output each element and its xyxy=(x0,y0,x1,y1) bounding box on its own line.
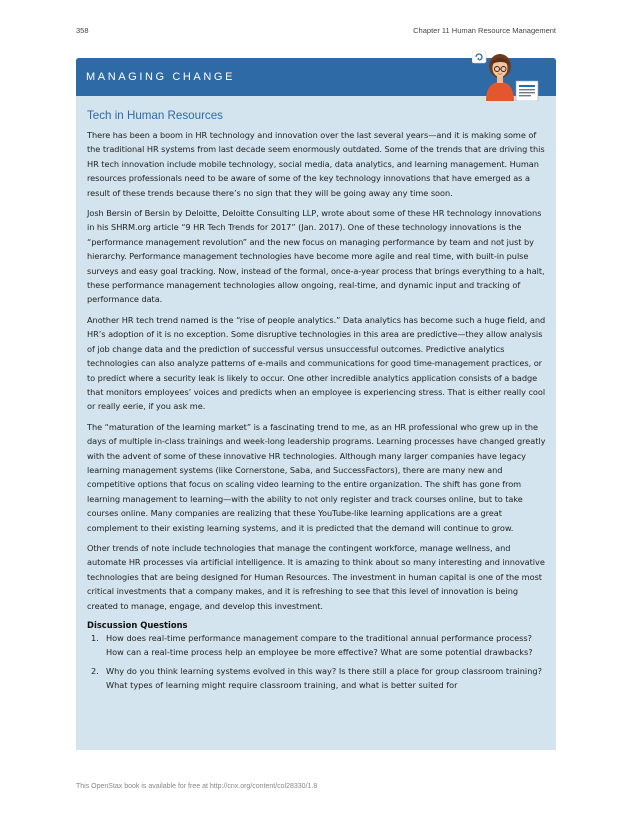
paragraph: Josh Bersin of Bersin by Deloitte, Deloitte Consulting LLP, wrote about some of these HR technology innovations in his SHRM.org article “9 HR Tech Trends for 2017” (Jan. 2017). One of these technology innovations is the “performance management revolution” and the new focus on managing performance by team and not just by hierarchy. Performance management technologies have become more agile and real time, with built-in pulse surveys and easy goal tracking. Now, instead of the formal, once-a-year process that brings everything to a halt, these performance management technologies allow ongoing, real-time, and dynamic input and tracking of performance data. xyxy=(87,208,545,305)
question-number: 1. xyxy=(91,633,99,643)
question-text: How does real-time performance management compare to the traditional annual performance process? How can a real-time process help an employee be more effective? What are some potential drawbacks? xyxy=(106,633,533,658)
paragraph: Another HR tech trend named is the “rise of people analytics.” Data analytics has become such a huge field, and HR’s adoption of it is no exception. Some disruptive technologies in this area are predictive—they allow analysis of job change data and the prediction of successful versus unsuccessful outcomes. Predictive analytics technologies can also analyze patterns of e-mails and communications for good time-management practices, or to predict where a security leak is likely to occur. One other incredible analytics application consists of a badge that monitors employees’ voices and predicts when an employee is experiencing stress. That is either really cool or really eerie, if you ask me. xyxy=(87,314,546,412)
paragraph: Other trends of note include technologies that manage the contingent workforce, manage wellness, and automate HR processes via artificial intelligence. It is amazing to think about so many interesting and innovative technologies that are being designed for Human Resources. The investment in human capital is one of the most critical investments that a company makes, and it is refreshing to see that this level of innovation is being created to manage, engage, and develop this investment. xyxy=(87,542,545,611)
page-number: 358 xyxy=(76,26,89,35)
paragraph: There has been a boom in HR technology and innovation over the last several years—and it is making some of the traditional HR systems from last decade seem enormously outdated. Some of the trends that are driving this HR tech innovation include mobile technology, social media, data analytics, and learning management. Human resources professionals need to be aware of some of the key technology innovations that have emerged as a result of these trends because there’s no sign that they will be going away any time soon. xyxy=(87,130,545,198)
question-text: Why do you think learning systems evolved in this way? Is there still a place for group classroom training? What types of learning might require classroom training, and what is better suited for xyxy=(106,665,542,691)
feature-content xyxy=(87,107,547,697)
discussion-questions-heading: Discussion Questions xyxy=(87,620,188,630)
banner-title: MANAGING CHANGE xyxy=(86,71,236,83)
chapter-title: Chapter 11 Human Resource Management xyxy=(413,26,556,35)
discussion-questions-list xyxy=(87,631,547,693)
question-item xyxy=(87,664,547,693)
woman-with-laptop-icon xyxy=(472,49,542,101)
question-item xyxy=(87,631,547,660)
section-title: Tech in Human Resources xyxy=(87,109,223,122)
page-header xyxy=(76,26,556,38)
paragraph: The “maturation of the learning market” is a fascinating trend to me, as an HR professional who grew up in the days of multiple in-class trainings and week-long leadership programs. Learning processes have changed greatly with the advent of some of these innovative HR technologies. Although many larger companies have legacy learning management systems (like Cornerstone, Saba, and SuccessFactors), there are many new and competitive options that focus on scaling video learning to the entire organization. The shift has gone from learning management to learning—with the ability to not only register and track courses online, but to take courses online. Many companies are realizing that these YouTube-like learning applications are a great complement to their existing learning systems, and it is predicted that the demand will continue to grow. xyxy=(87,421,546,533)
managing-change-feature-box xyxy=(76,58,556,750)
question-number: 2. xyxy=(91,665,99,676)
page-footer: This OpenStax book is available for free at http://cnx.org/content/col28330/1.8 xyxy=(76,783,318,790)
